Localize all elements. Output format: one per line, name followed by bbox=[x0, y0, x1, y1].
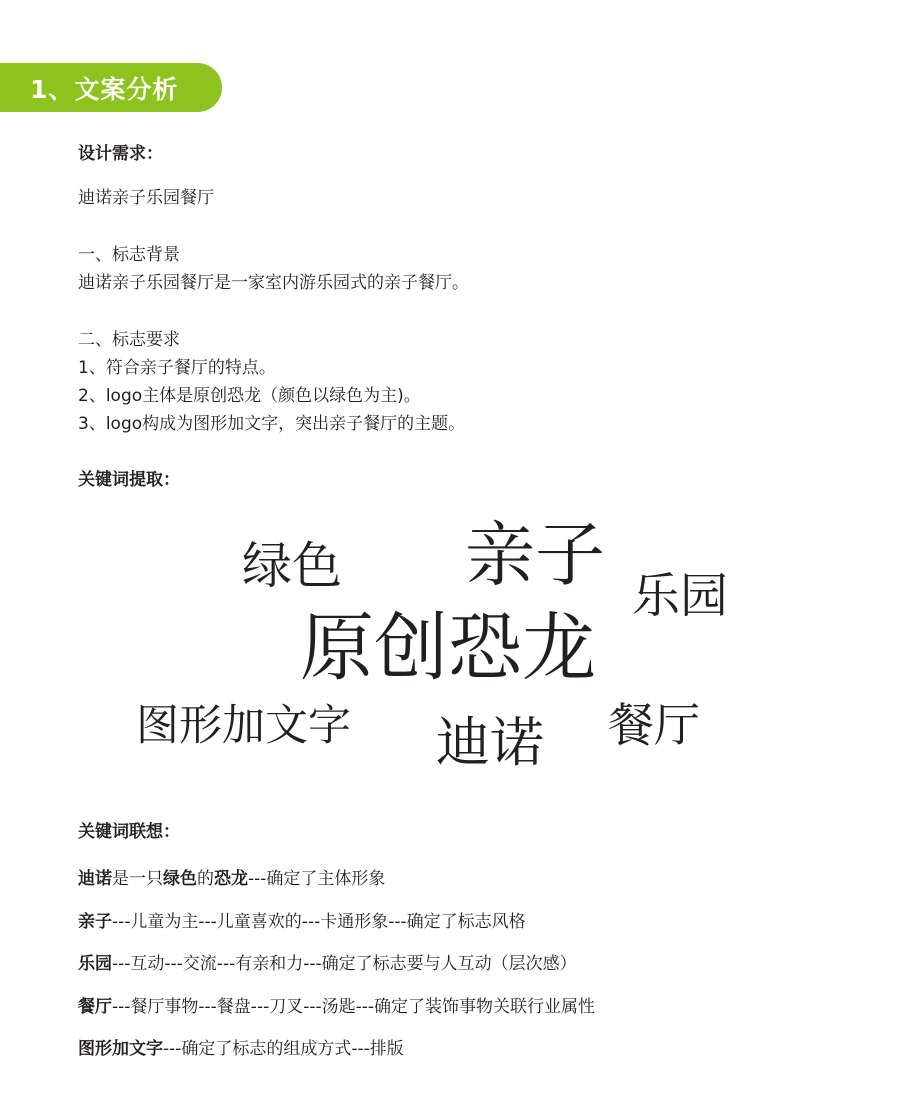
section-title-banner bbox=[0, 63, 222, 112]
association-text: ---确定了标志的组成方式---排版 bbox=[163, 1039, 404, 1059]
section-title: 1、文案分析 bbox=[30, 74, 179, 104]
keyword-green: 绿色 bbox=[242, 537, 342, 595]
association-keyword: 餐厅 bbox=[78, 997, 112, 1017]
association-keyword: 迪诺 bbox=[78, 869, 112, 889]
association-line bbox=[78, 949, 577, 974]
requirement-item: 3、logo构成为图形加文字，突出亲子餐厅的主题。 bbox=[78, 414, 466, 434]
association-keyword: 亲子 bbox=[78, 912, 112, 932]
design-need-heading: 设计需求： bbox=[78, 144, 163, 164]
restaurant-name: 迪诺亲子乐园餐厅 bbox=[78, 188, 214, 208]
association-text: 的 bbox=[197, 869, 214, 889]
association-line bbox=[78, 992, 595, 1017]
keywords-heading: 关键词提取： bbox=[78, 470, 180, 490]
association-heading: 关键词联想： bbox=[78, 822, 180, 842]
association-keyword: 恐龙 bbox=[214, 869, 248, 889]
background-text: 迪诺亲子乐园餐厅是一家室内游乐园式的亲子餐厅。 bbox=[78, 273, 469, 293]
association-keyword: 乐园 bbox=[78, 954, 112, 974]
requirements-heading: 二、标志要求 bbox=[78, 330, 180, 350]
keyword-parent-child: 亲子 bbox=[465, 514, 605, 596]
association-keyword: 图形加文字 bbox=[78, 1039, 163, 1059]
association-text: ---互动---交流---有亲和力---确定了标志要与人互动（层次感） bbox=[112, 954, 577, 974]
keyword-original-dino: 原创恐龙 bbox=[300, 605, 596, 691]
association-text: ---儿童为主---儿童喜欢的---卡通形象---确定了标志风格 bbox=[112, 912, 526, 932]
association-text: 是一只 bbox=[112, 869, 163, 889]
association-line bbox=[78, 1034, 404, 1059]
association-keyword: 绿色 bbox=[163, 869, 197, 889]
keyword-park: 乐园 bbox=[632, 568, 729, 624]
keyword-dino-name: 迪诺 bbox=[436, 711, 544, 774]
requirement-item: 1、符合亲子餐厅的特点。 bbox=[78, 358, 276, 378]
association-line bbox=[78, 907, 526, 932]
association-text: ---确定了主体形象 bbox=[248, 869, 386, 889]
keyword-restaurant: 餐厅 bbox=[608, 698, 700, 752]
background-heading: 一、标志背景 bbox=[78, 245, 180, 265]
keyword-graphic-text: 图形加文字 bbox=[136, 701, 351, 751]
association-text: ---餐厅事物---餐盘---刀叉---汤匙---确定了装饰事物关联行业属性 bbox=[112, 997, 596, 1017]
association-line bbox=[78, 864, 385, 889]
requirement-item: 2、logo主体是原创恐龙（颜色以绿色为主)。 bbox=[78, 386, 421, 406]
